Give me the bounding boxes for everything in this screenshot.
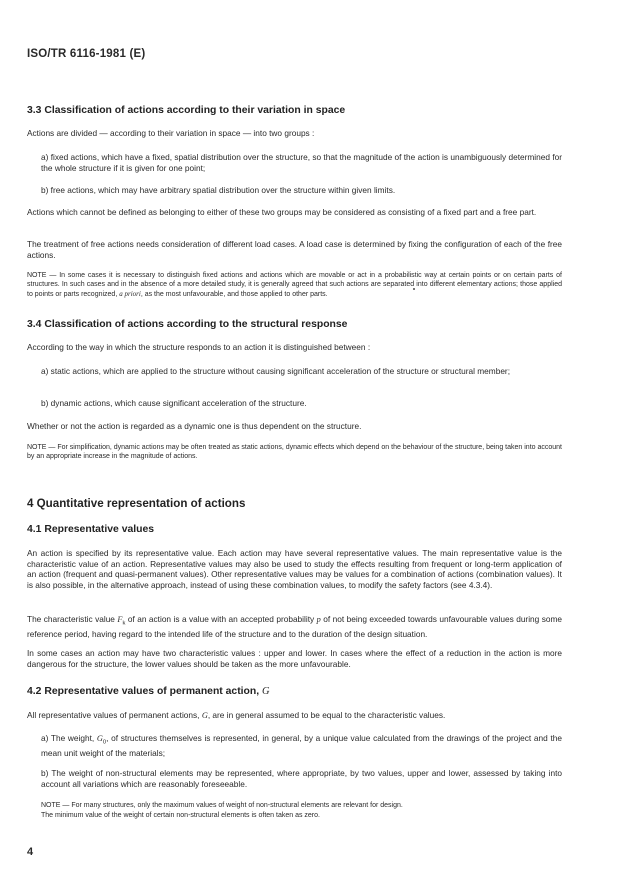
section-3-3-para-1: Actions which cannot be defined as belonging to either of these two groups may be considered as consisting of a fixed part and a free part. xyxy=(27,207,537,217)
symbol-g: G xyxy=(96,734,103,743)
symbol-g: G xyxy=(262,686,270,697)
section-3-4-item-b: b) dynamic actions, which cause significant acceleration of the structure. xyxy=(41,398,307,408)
subscript-k: k xyxy=(122,620,126,627)
note-text-start: NOTE — In some cases it is necessary to distinguish fixed actions and actions which are movable or act in a probabilistic way at certain points or on certain parts of structures. In such cases and in the absence of a more detailed study, it is generally agreed that such actions are separated into different elementary actions; those applied to points or parts recognized, xyxy=(27,272,562,298)
section-4-1-heading: 4.1 Representative values xyxy=(27,524,155,535)
section-3-3-intro: Actions are divided — according to their variation in space — into two groups : xyxy=(27,128,315,138)
page-number: 4 xyxy=(27,846,34,858)
section-3-3-heading: 3.3 Classification of actions according to their variation in space xyxy=(27,105,346,116)
section-4-1-para-2 xyxy=(27,614,562,640)
note-italic-a-priori: a priori xyxy=(119,289,141,298)
document-header: ISO/TR 6116-1981 (E) xyxy=(27,48,146,60)
section-3-3-note xyxy=(27,271,562,299)
para-text-end: of not being exceeded towards unfavourable values during some reference period, having regard to the intended life of the structure and to the duration of the design situation. xyxy=(27,614,563,640)
section-3-4-note: NOTE — For simplification, dynamic actions may be often treated as static actions, dynamic effects which depend on the behaviour of the structure, being taken into account by an appropriate increase in the magnitude of actions. xyxy=(27,444,562,461)
section-4-2-note-line-2: The minimum value of the weight of certain non-structural elements is often taken as zero. xyxy=(41,812,320,819)
para-text-start: The characteristic value xyxy=(27,614,115,624)
scan-speck xyxy=(413,288,415,290)
section-4-2-heading xyxy=(27,686,270,697)
para-text-start: All representative values of permanent actions, xyxy=(27,710,200,720)
section-3-4-intro: According to the way in which the structure responds to an action it is distinguished between : xyxy=(27,342,371,352)
subscript-0: 0 xyxy=(102,739,107,746)
section-3-3-item-a: a) fixed actions, which have a fixed, spatial distribution over the structure, so that the magnitude of the action is unambiguously determined for the whole structure if it is given for one point; xyxy=(41,152,562,173)
section-3-3-item-b: b) free actions, which may have arbitrary spatial distribution over the structure within given limits. xyxy=(41,185,396,195)
section-4-2-item-a xyxy=(41,733,562,759)
section-3-4-item-a: a) static actions, which are applied to the structure without causing significant acceleration of the structure or structural member; xyxy=(41,366,510,376)
section-4-2-item-b: b) The weight of non-structural elements may be represented, where appropriate, by two values, upper and lower, assessed by taking into account all variations which are reasonably foreseeable. xyxy=(41,768,562,789)
para-text-end: , are in general assumed to be equal to the characteristic values. xyxy=(207,710,446,720)
heading-text: 4.2 Representative values of permanent action, xyxy=(27,686,260,697)
section-3-4-heading: 3.4 Classification of actions according to the structural response xyxy=(27,319,348,330)
section-3-4-para-1: Whether or not the action is regarded as a dynamic one is thus dependent on the structure. xyxy=(27,421,362,431)
section-3-3-para-2: The treatment of free actions needs consideration of different load cases. A load case is determined by fixing the configuration of each of the free actions. xyxy=(27,239,562,260)
symbol-f: F xyxy=(117,615,123,624)
note-text-end: , as the most unfavourable, and those applied to other parts. xyxy=(140,290,328,298)
para-text-middle: of an action is a value with an accepted probability xyxy=(127,614,315,624)
symbol-g: G xyxy=(201,711,208,720)
section-4-heading: 4 Quantitative representation of actions xyxy=(27,497,246,510)
item-text-end: , of structures themselves is represented, in general, by a unique value calculated from the drawings of the project and the mean unit weight of the materials; xyxy=(41,733,562,759)
symbol-p: p xyxy=(316,615,321,624)
section-4-1-para-3: In some cases an action may have two characteristic values : upper and lower. In cases where the effect of a reduction in the action is more dangerous for the structure, the lower values should be taken as the more unfavourable. xyxy=(27,648,562,669)
section-4-2-note-line-1: NOTE — For many structures, only the maximum values of weight of non-structural elements are relevant for design. xyxy=(41,802,403,809)
section-4-1-para-1: An action is specified by its representative value. Each action may have several representative values. The main representative value is the characteristic value of an action. Representative values may also be used to study the effects resulting from frequent or long-term application of an action (frequent and quasi-permanent values). Other representative values may be values for a combination of actions (combination values). It is also possible, in the alternative approach, instead of using these combination values, to modify the safety factors (see 4.3.4). xyxy=(27,548,562,590)
item-text-start: a) The weight, xyxy=(41,733,95,743)
section-4-2-intro xyxy=(27,710,562,722)
